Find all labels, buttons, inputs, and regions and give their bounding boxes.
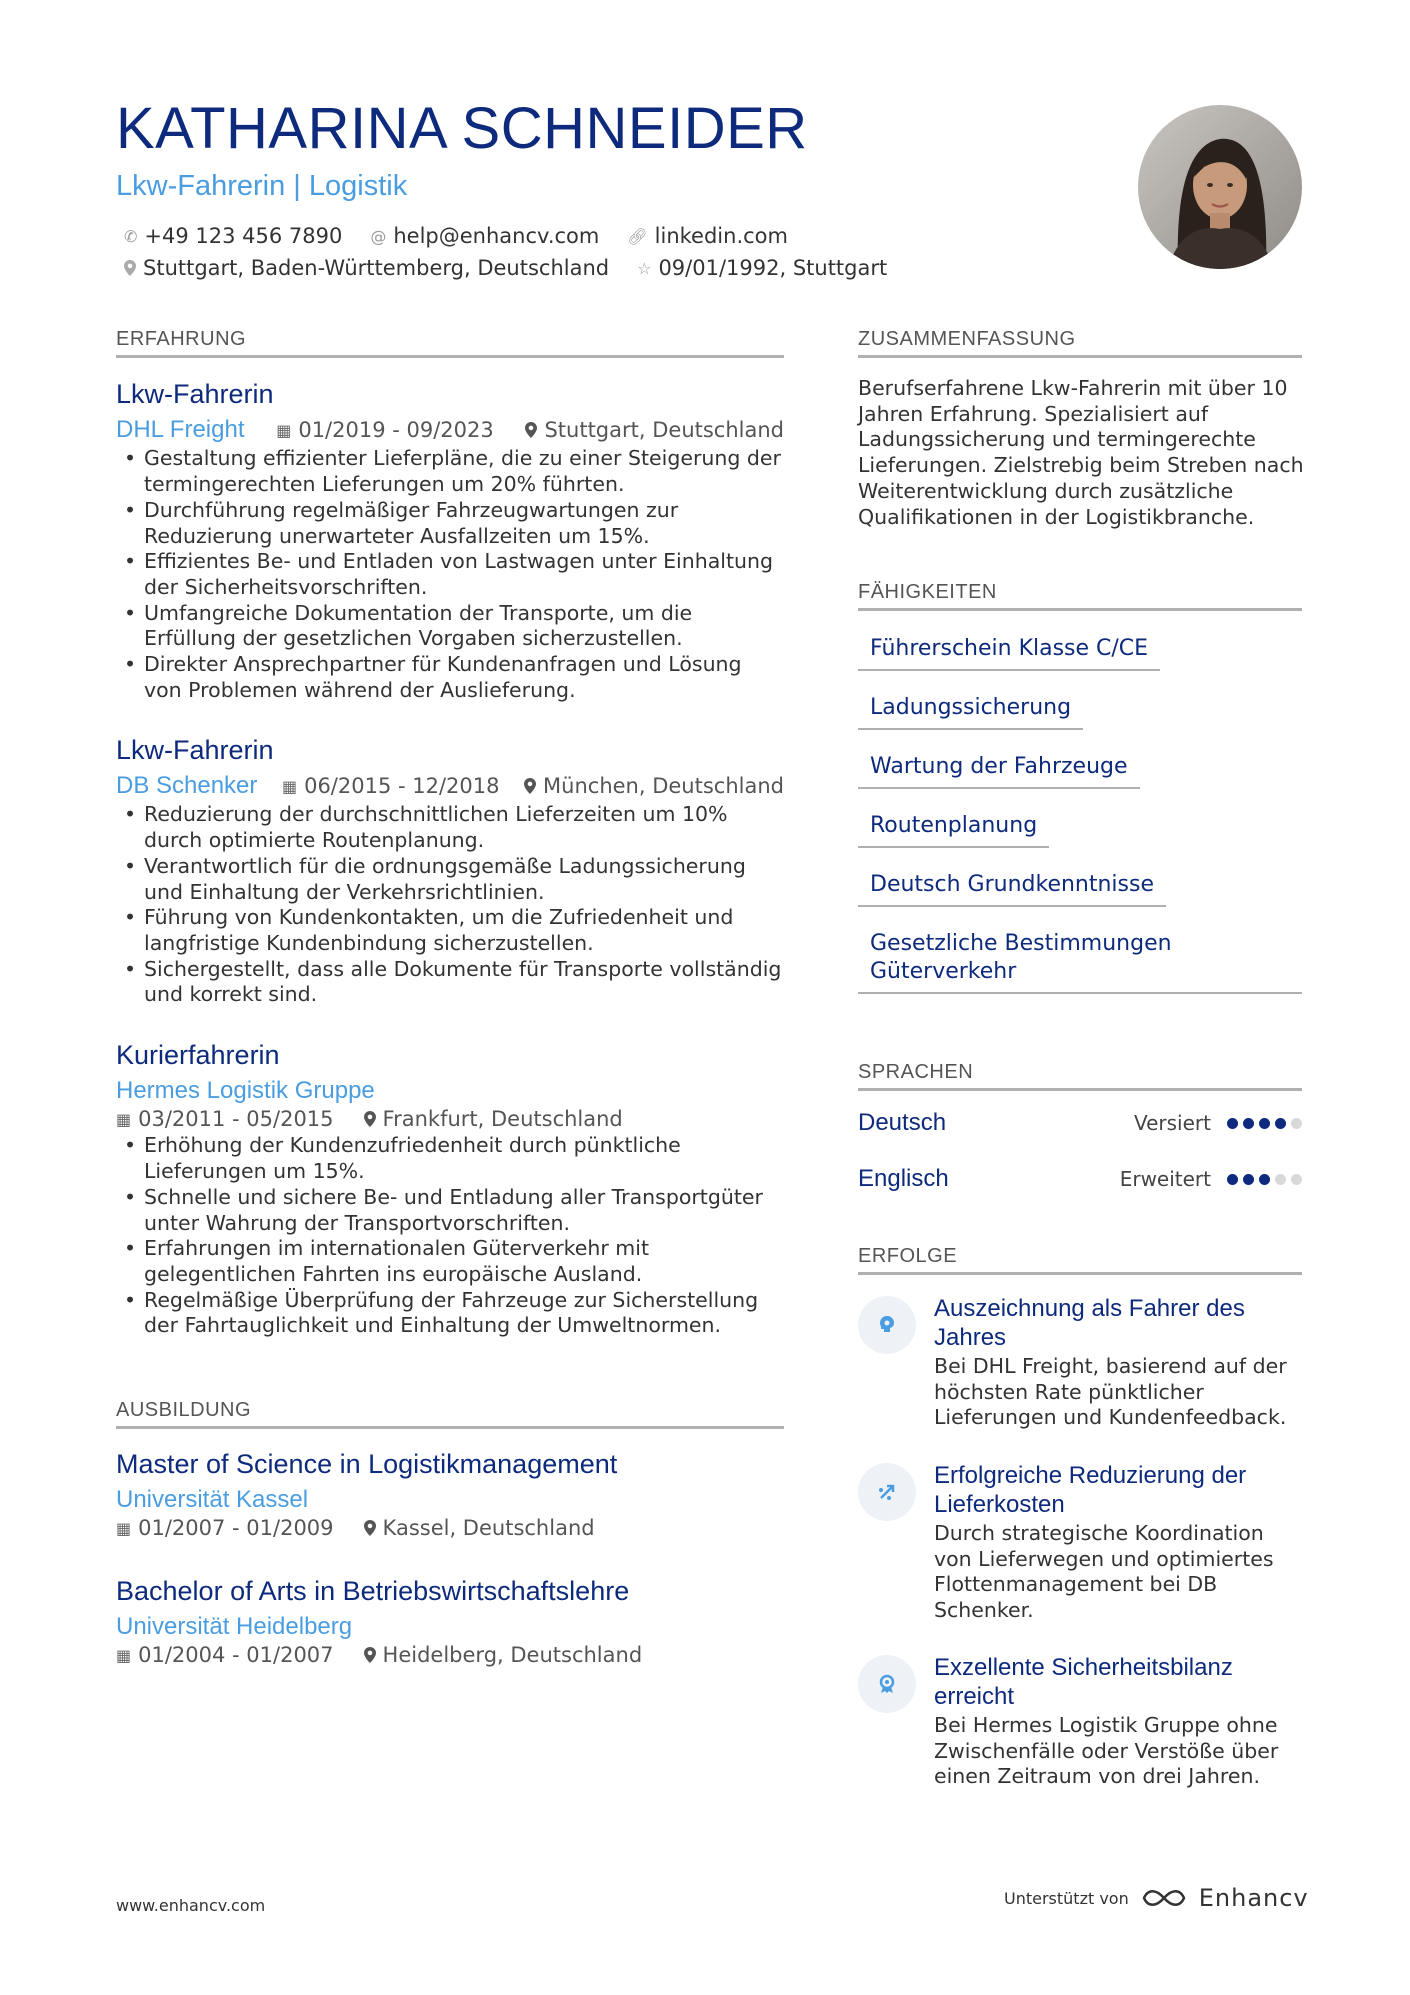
phone-text: +49 123 456 7890 [144, 224, 343, 248]
achievement-body [934, 1461, 1306, 1624]
rating-dot-filled [1275, 1118, 1286, 1129]
bullet-item: • Direkter Ansprechpartner für Kundenanfragen und Lösung von Problemen während der Auslieferung. [116, 652, 784, 703]
section-summary-heading: ZUSAMMENFASSUNG [858, 328, 1302, 358]
skill-tag: Führerschein Klasse C/CE [858, 635, 1160, 671]
profile-photo [1138, 105, 1302, 269]
bullet-item: • Schnelle und sichere Be- und Entladung aller Transportgüter unter Wahrung der Transportvorschriften. [116, 1185, 784, 1236]
company-name: Hermes Logistik Gruppe [116, 1077, 375, 1105]
education-item [116, 1448, 784, 1540]
language-rating [1227, 1174, 1302, 1185]
experience-item [116, 1039, 784, 1339]
rating-dot-filled [1243, 1118, 1254, 1129]
location-pin-icon [364, 1647, 376, 1663]
location-pin-icon [364, 1520, 376, 1536]
section-education-heading: AUSBILDUNG [116, 1399, 784, 1429]
rating-dot-filled [1259, 1118, 1270, 1129]
calendar-icon: ▦ [276, 420, 292, 440]
achievement-title: Auszeichnung als Fahrer des Jahres [934, 1295, 1245, 1351]
star-icon: ☆ [637, 258, 652, 278]
phone-icon: ✆ [124, 226, 138, 246]
section-experience-heading: ERFAHRUNG [116, 328, 784, 358]
contact-email[interactable] [370, 224, 599, 248]
education-meta [116, 1516, 784, 1540]
contact-linkedin[interactable] [627, 224, 788, 248]
rating-dot-filled [1243, 1174, 1254, 1185]
job-dates-text: 06/2015 - 12/2018 [304, 774, 500, 799]
location-pin-icon [364, 1111, 376, 1127]
job-dates [276, 418, 494, 442]
education-dates [116, 1516, 334, 1540]
linkedin-text: linkedin.com [654, 224, 788, 248]
language-rating [1227, 1118, 1302, 1129]
job-bullets [116, 802, 784, 1008]
skill-tag: Gesetzliche Bestimmungen Güterverkehr [858, 930, 1302, 994]
rating-dot-filled [1259, 1174, 1270, 1185]
bullet-item: • Reduzierung der durchschnittlichen Lieferzeiten um 10% durch optimierte Routenplanung. [116, 802, 784, 853]
bullet-item: • Sichergestellt, dass alle Dokumente für Transporte vollständig und korrekt sind. [116, 957, 784, 1008]
job-location [525, 418, 784, 442]
rating-dot-empty [1291, 1118, 1302, 1129]
company-name: DB Schenker [116, 772, 258, 800]
enhancv-logo-icon [1141, 1885, 1187, 1911]
calendar-icon: ▦ [116, 1109, 132, 1129]
rating-dot-empty [1291, 1174, 1302, 1185]
location-pin-icon [124, 260, 136, 276]
birth-text: 09/01/1992, Stuttgart [658, 256, 888, 280]
bullet-item: • Effizientes Be- und Entladen von Lastwagen unter Einhaltung der Sicherheitsvorschriften. [116, 549, 784, 600]
language-proficiency [1134, 1111, 1302, 1135]
location-pin-icon [524, 778, 536, 794]
contact-birth [637, 256, 887, 280]
rating-dot-filled [1227, 1174, 1238, 1185]
contact-phone [124, 224, 342, 248]
job-location [524, 774, 784, 798]
degree-title: Master of Science in Logistikmanagement [116, 1449, 618, 1479]
education-location-text: Heidelberg, Deutschland [382, 1643, 643, 1668]
achievement-title: Exzellente Sicherheitsbilanz erreicht [934, 1654, 1233, 1710]
language-item [858, 1109, 1302, 1137]
achievement-desc: Bei Hermes Logistik Gruppe ohne Zwischenfälle oder Verstöße über einen Zeitraum von drei Jahren. [934, 1713, 1279, 1789]
avatar-image [1138, 105, 1302, 269]
route-arrow-icon [858, 1463, 916, 1521]
experience-item [116, 378, 784, 703]
brand-name: Enhancv [1198, 1884, 1309, 1912]
education-meta [116, 1643, 784, 1667]
award-medal-icon [858, 1655, 916, 1713]
language-level: Erweitert [1119, 1167, 1211, 1191]
location-pin-icon [525, 422, 537, 438]
language-level: Versiert [1133, 1111, 1211, 1135]
language-item [858, 1165, 1302, 1193]
achievement-body [934, 1294, 1306, 1431]
footer-powered-by [1004, 1884, 1309, 1912]
job-meta [116, 416, 784, 444]
job-title: Lkw-Fahrerin [116, 379, 274, 409]
job-dates [282, 774, 500, 798]
email-text: help@enhancv.com [393, 224, 600, 248]
education-location-text: Kassel, Deutschland [382, 1516, 595, 1541]
skill-tag: Routenplanung [858, 812, 1049, 848]
contact-row-2 [124, 256, 887, 280]
job-location [364, 1107, 623, 1131]
contact-location [124, 256, 609, 280]
rating-dot-filled [1227, 1118, 1238, 1129]
job-dates [116, 1107, 334, 1131]
section-achievements-heading: ERFOLGE [858, 1245, 1302, 1275]
education-dates [116, 1643, 334, 1667]
job-dates-text: 01/2019 - 09/2023 [298, 418, 494, 443]
bullet-item: • Regelmäßige Überprüfung der Fahrzeuge zur Sicherstellung der Fahrtauglichkeit und Einhaltung der Umweltnormen. [116, 1288, 784, 1339]
education-location [364, 1516, 595, 1540]
location-text: Stuttgart, Baden-Württemberg, Deutschland [143, 256, 610, 280]
education-dates-text: 01/2004 - 01/2007 [138, 1643, 334, 1668]
education-location [364, 1643, 643, 1667]
calendar-icon: ▦ [116, 1645, 132, 1665]
company-name: DHL Freight [116, 416, 245, 444]
section-skills-heading: FÄHIGKEITEN [858, 581, 1302, 611]
job-dates-text: 03/2011 - 05/2015 [138, 1107, 334, 1132]
job-location-text: Frankfurt, Deutschland [382, 1107, 623, 1132]
achievement-item [858, 1294, 1306, 1431]
bullet-item: • Erfahrungen im internationalen Güterverkehr mit gelegentlichen Fahrten ins europäische Ausland. [116, 1236, 784, 1287]
skill-tag: Ladungssicherung [858, 694, 1083, 730]
bullet-item: • Durchführung regelmäßiger Fahrzeugwartungen zur Reduzierung unerwarteter Ausfallzeiten um 15%. [116, 498, 784, 549]
at-icon: @ [370, 226, 387, 246]
skill-tag: Wartung der Fahrzeuge [858, 753, 1140, 789]
summary-text: Berufserfahrene Lkw-Fahrerin mit über 10 Jahren Erfahrung. Spezialisiert auf Ladungssicherung und termingerechte Lieferungen. Zielstrebig beim Streben nach Weiterentwicklung durch zusätzliche Qualifikationen in der Logistikbranche. [858, 376, 1304, 529]
job-location-text: München, Deutschland [543, 774, 784, 799]
skill-tag: Deutsch Grundkenntnisse [858, 871, 1166, 907]
bullet-item: • Führung von Kundenkontakten, um die Zufriedenheit und langfristige Kundenbindung sicherzustellen. [116, 905, 784, 956]
rating-dot-empty [1275, 1174, 1286, 1185]
language-name: Englisch [858, 1165, 949, 1192]
job-title: Lkw-Fahrerin [116, 735, 274, 765]
candidate-title: Lkw-Fahrerin | Logistik [116, 170, 408, 202]
candidate-name: KATHARINA SCHNEIDER [116, 96, 808, 161]
bullet-item: • Verantwortlich für die ordnungsgemäße Ladungssicherung und Einhaltung der Verkehrsrichtlinien. [116, 854, 784, 905]
achievement-item [858, 1653, 1306, 1790]
language-proficiency [1120, 1167, 1302, 1191]
school-name: Universität Heidelberg [116, 1613, 353, 1641]
job-bullets [116, 1133, 784, 1339]
school-name: Universität Kassel [116, 1486, 309, 1514]
contact-row-1 [124, 224, 788, 248]
job-location-text: Stuttgart, Deutschland [544, 418, 784, 443]
job-title: Kurierfahrerin [116, 1040, 280, 1070]
job-meta [116, 772, 784, 800]
bullet-item: • Erhöhung der Kundenzufriedenheit durch pünktliche Lieferungen um 15%. [116, 1133, 784, 1184]
job-meta [116, 1107, 784, 1131]
powered-by-text: Unterstützt von [1004, 1888, 1129, 1908]
bullet-item: • Gestaltung effizienter Lieferpläne, die zu einer Steigerung der termingerechten Lieferungen um 20% führten. [116, 446, 784, 497]
achievement-desc: Durch strategische Koordination von Lieferwegen und optimiertes Flottenmanagement bei DB Schenker. [934, 1521, 1274, 1623]
education-item [116, 1575, 784, 1667]
calendar-icon: ▦ [281, 776, 298, 796]
language-name: Deutsch [858, 1109, 947, 1136]
link-icon: 🔗︎ [627, 226, 648, 246]
degree-title: Bachelor of Arts in Betriebswirtschaftslehre [116, 1576, 630, 1606]
achievement-body [934, 1653, 1306, 1790]
job-bullets [116, 446, 784, 703]
section-languages-heading: SPRACHEN [858, 1061, 1302, 1091]
experience-item [116, 734, 784, 1008]
calendar-icon: ▦ [116, 1518, 132, 1538]
footer-website[interactable]: www.enhancv.com [116, 1896, 266, 1915]
lightbulb-head-icon [858, 1296, 916, 1354]
bullet-item: • Umfangreiche Dokumentation der Transporte, um die Erfüllung der gesetzlichen Vorgaben sicherzustellen. [116, 601, 784, 652]
achievement-item [858, 1461, 1306, 1624]
education-dates-text: 01/2007 - 01/2009 [138, 1516, 334, 1541]
achievement-desc: Bei DHL Freight, basierend auf der höchsten Rate pünktlicher Lieferungen und Kundenfeedback. [934, 1354, 1287, 1430]
achievement-title: Erfolgreiche Reduzierung der Lieferkosten [934, 1462, 1247, 1518]
